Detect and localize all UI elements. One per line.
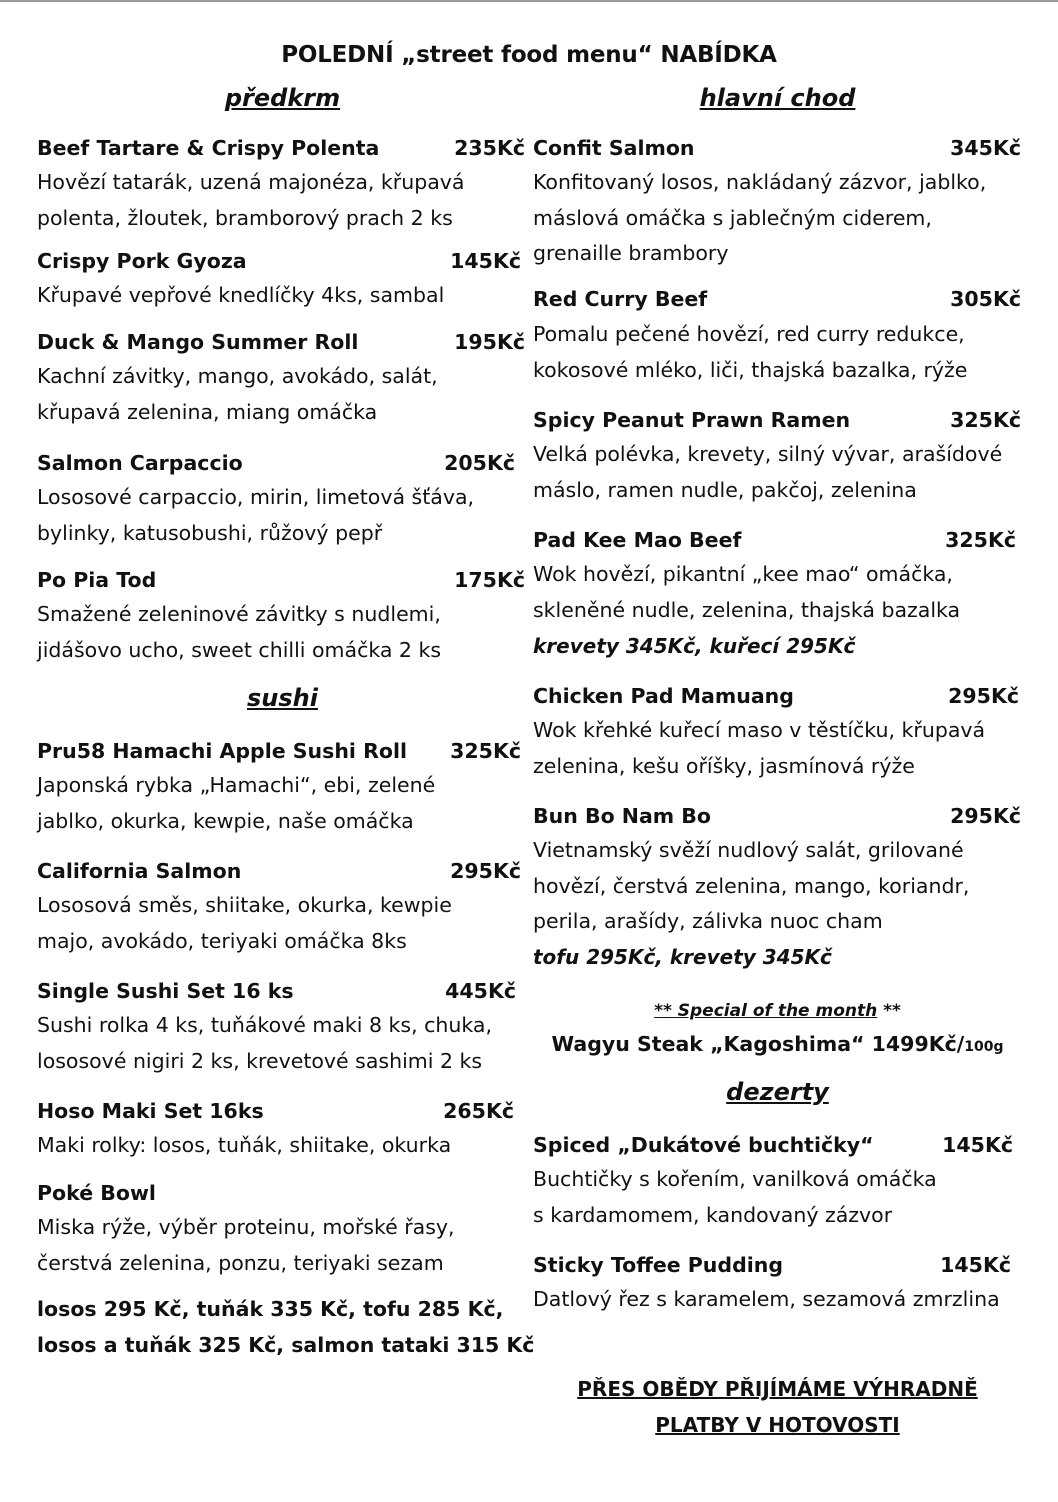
item-name: Hoso Maki Set 16ks <box>37 1099 264 1123</box>
item-name: Po Pia Tod <box>37 568 157 592</box>
item-description <box>37 1008 492 1079</box>
menu-item <box>37 330 525 354</box>
menu-item <box>37 568 525 592</box>
menu-item <box>533 287 1021 311</box>
item-name: Salmon Carpaccio <box>37 451 243 475</box>
item-description <box>533 833 969 940</box>
item-description <box>37 597 441 668</box>
menu-item <box>37 979 516 1003</box>
description-line: majo, avokádo, teriyaki omáčka 8ks <box>37 928 407 953</box>
description-line: Japonská rybka „Hamachi“, ebi, zelené <box>37 773 436 797</box>
menu-item <box>533 1133 1013 1157</box>
description-line: Křupavé vepřové knedlíčky 4ks, sambal <box>37 283 445 307</box>
section-heading-desserts: dezerty <box>726 1078 829 1106</box>
item-name: Duck & Mango Summer Roll <box>37 330 359 354</box>
item-name: Single Sushi Set 16 ks <box>37 979 294 1003</box>
item-price: 295Kč <box>948 684 1019 708</box>
description-line: kokosové mléko, liči, thajská bazalka, rýže <box>533 357 968 382</box>
item-price: 325Kč <box>450 739 521 763</box>
item-description <box>37 480 474 551</box>
special-label-text: Special of the month <box>677 1001 878 1021</box>
description-line: Sushi rolka 4 ks, tuňákové maki 8 ks, chuka, <box>37 1013 492 1037</box>
item-name: Spicy Peanut Prawn Ramen <box>533 408 851 432</box>
option-line: losos a tuňák 325 Kč, salmon tataki 315 Kč <box>37 1333 535 1357</box>
description-line: čerstvá zelenina, ponzu, teriyaki sezam <box>37 1250 444 1275</box>
item-name: Beef Tartare & Crispy Polenta <box>37 136 380 160</box>
menu-item <box>37 136 525 160</box>
description-line: Smažené zeleninové závitky s nudlemi, <box>37 602 441 626</box>
description-line: bylinky, katusobushi, růžový pepř <box>37 520 383 545</box>
menu-item <box>533 528 1016 552</box>
item-variants: krevety 345Kč, kuřecí 295Kč <box>533 634 856 658</box>
item-description <box>533 557 960 628</box>
description-line: Hovězí tatarák, uzená majonéza, křupavá <box>37 170 465 194</box>
stars-left: ** <box>654 1001 672 1021</box>
item-name: Chicken Pad Mamuang <box>533 684 794 708</box>
description-line: Maki rolky: losos, tuňák, shiitake, okurka <box>37 1133 452 1157</box>
description-line: Konfitovaný losos, nakládaný zázvor, jablko, <box>533 170 987 194</box>
top-border <box>0 0 1058 2</box>
item-variants: tofu 295Kč, krevety 345Kč <box>533 945 832 969</box>
item-price: 325Kč <box>945 528 1016 552</box>
item-name: Spiced „Dukátové buchtičky“ <box>533 1133 874 1157</box>
item-description <box>533 1162 937 1233</box>
menu-item <box>533 804 1021 828</box>
menu-item <box>533 684 1019 708</box>
notice-line: PLATBY V HOTOVOSTI <box>655 1413 900 1437</box>
item-description <box>37 359 438 430</box>
item-name: Confit Salmon <box>533 136 695 160</box>
item-name: Bun Bo Nam Bo <box>533 804 711 828</box>
description-line: Miska rýže, výběr proteinu, mořské řasy, <box>37 1215 455 1239</box>
description-line: skleněné nudle, zelenina, thajská bazalka <box>533 597 961 622</box>
item-description <box>533 317 967 388</box>
item-price: 445Kč <box>445 979 516 1003</box>
section-heading-mains: hlavní chod <box>699 84 856 112</box>
item-price: 345Kč <box>950 136 1021 160</box>
description-line: máslová omáčka s jablečným ciderem, <box>533 205 932 230</box>
item-price: 325Kč <box>950 408 1021 432</box>
description-line: Datlový řez s karamelem, sezamová zmrzlina <box>533 1287 1000 1311</box>
special-of-month-label <box>530 1001 1025 1021</box>
menu-item <box>37 739 521 763</box>
description-line: hovězí, čerstvá zelenina, mango, koriandr, <box>533 873 970 898</box>
description-line: Wok křehké kuřecí maso v těstíčku, křupavá <box>533 718 986 742</box>
menu-item <box>37 451 515 475</box>
description-line: jidášovo ucho, sweet chilli omáčka 2 ks <box>37 637 442 662</box>
item-name: Crispy Pork Gyoza <box>37 249 247 273</box>
description-line: křupavá zelenina, miang omáčka <box>37 399 378 424</box>
item-description <box>533 165 986 272</box>
description-line: Vietnamský svěží nudlový salát, grilované <box>533 838 964 862</box>
description-line: lososové nigiri 2 ks, krevetové sashimi 2 ks <box>37 1048 483 1073</box>
description-line: máslo, ramen nudle, pakčoj, zelenina <box>533 477 917 502</box>
item-name: Sticky Toffee Pudding <box>533 1253 784 1277</box>
item-price: 145Kč <box>450 249 521 273</box>
description-line: Lososová směs, shiitake, okurka, kewpie <box>37 893 452 917</box>
item-price: 205Kč <box>444 451 515 475</box>
item-name: Red Curry Beef <box>533 287 708 311</box>
description-line: s kardamomem, kandovaný zázvor <box>533 1202 893 1227</box>
option-line: losos 295 Kč, tuňák 335 Kč, tofu 285 Kč, <box>37 1297 504 1321</box>
item-description <box>37 888 452 959</box>
menu-item <box>37 1099 514 1123</box>
item-description <box>533 1282 1000 1318</box>
item-description <box>37 1210 455 1281</box>
item-description <box>37 768 435 839</box>
item-name: Poké Bowl <box>37 1181 156 1205</box>
menu-title: POLEDNÍ „street food menu“ NABÍDKA <box>281 42 777 68</box>
item-name: Pru58 Hamachi Apple Sushi Roll <box>37 739 408 763</box>
special-item <box>530 1032 1025 1056</box>
description-line: jablko, okurka, kewpie, naše omáčka <box>37 808 414 833</box>
payment-notice <box>530 1371 1025 1443</box>
item-price: 195Kč <box>454 330 525 354</box>
menu-item <box>533 1253 1011 1277</box>
special-item-unit: 100g <box>964 1039 1004 1055</box>
item-price: 295Kč <box>450 859 521 883</box>
item-name: Pad Kee Mao Beef <box>533 528 742 552</box>
item-description <box>37 278 444 314</box>
special-item-name: Wagyu Steak „Kagoshima“ 1499Kč/ <box>551 1032 965 1056</box>
description-line: perila, arašídy, zálivka nuoc cham <box>533 909 883 933</box>
description-line: Kachní závitky, mango, avokádo, salát, <box>37 364 438 388</box>
item-description <box>533 713 985 784</box>
item-price: 235Kč <box>454 136 525 160</box>
item-name: California Salmon <box>37 859 242 883</box>
item-price: 145Kč <box>940 1253 1011 1277</box>
item-price: 175Kč <box>454 568 525 592</box>
description-line: zelenina, kešu oříšky, jasmínová rýže <box>533 753 915 778</box>
description-line: Buchtičky s kořením, vanilková omáčka <box>533 1167 937 1191</box>
description-line: Lososové carpaccio, mirin, limetová šťáva, <box>37 485 475 509</box>
description-line: grenaille brambory <box>533 241 729 265</box>
menu-item <box>37 1181 521 1205</box>
description-line: Wok hovězí, pikantní „kee mao“ omáčka, <box>533 562 953 586</box>
section-heading-sushi: sushi <box>247 684 318 712</box>
menu-item <box>37 859 521 883</box>
notice-line: PŘES OBĚDY PŘIJÍMÁME VÝHRADNĚ <box>577 1377 978 1401</box>
description-line: polenta, žloutek, bramborový prach 2 ks <box>37 205 453 230</box>
menu-item <box>533 408 1021 432</box>
item-price: 295Kč <box>950 804 1021 828</box>
menu-item <box>37 249 521 273</box>
menu-item <box>533 136 1021 160</box>
poke-options <box>37 1291 534 1363</box>
item-price: 145Kč <box>942 1133 1013 1157</box>
item-price: 265Kč <box>443 1099 514 1123</box>
stars-right: ** <box>883 1001 901 1021</box>
item-description <box>533 437 1002 508</box>
item-price: 305Kč <box>950 287 1021 311</box>
section-heading-starters: předkrm <box>224 84 341 112</box>
description-line: Velká polévka, krevety, silný vývar, arašídové <box>533 442 1003 466</box>
description-line: Pomalu pečené hovězí, red curry redukce, <box>533 322 965 346</box>
item-description <box>37 1128 451 1164</box>
item-description <box>37 165 465 236</box>
